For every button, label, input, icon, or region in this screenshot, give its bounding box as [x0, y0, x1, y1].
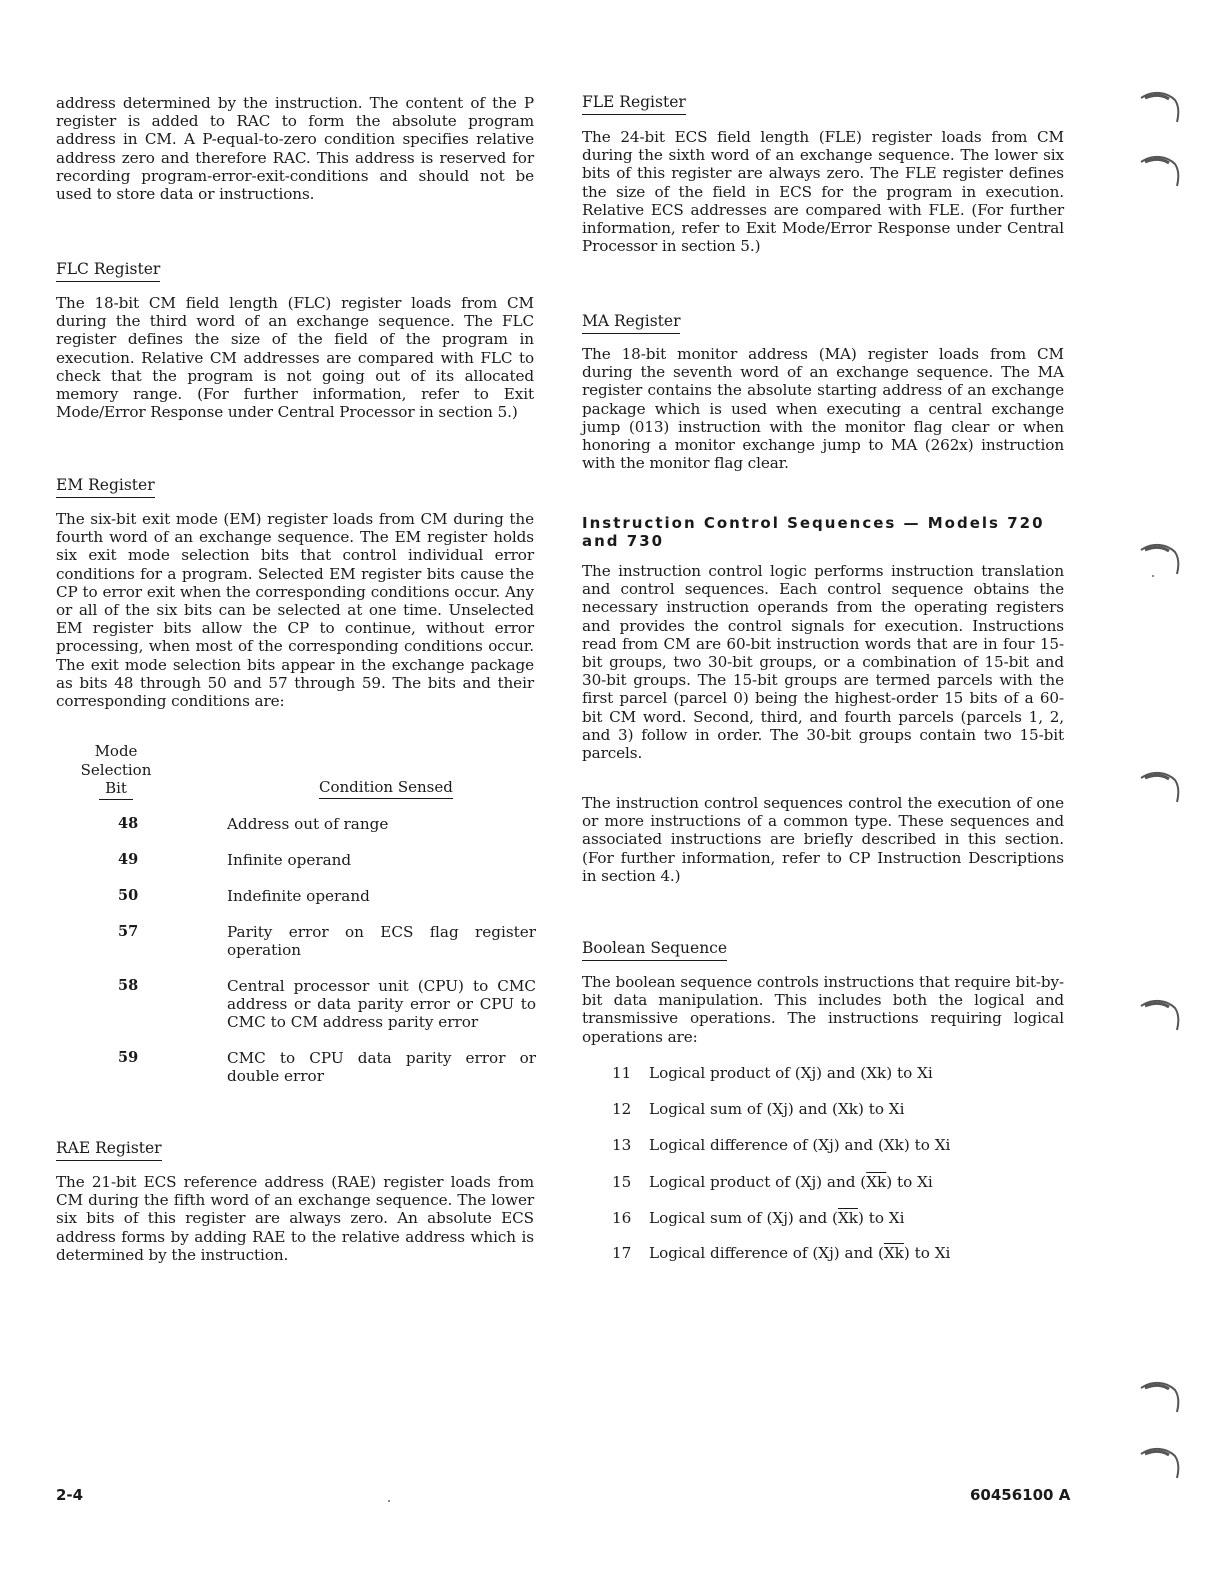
- condition-text: CMC to CPU data parity error or double error: [227, 1049, 536, 1086]
- mode-bit: 57: [118, 923, 139, 940]
- em-paragraph: The six-bit exit mode (EM) register loads from CM during the fourth word of an exchange sequence. The EM register holds six exit mode selection bits that control individual error conditions for a program. Selected EM register bits cause the CP to error exit when the corresponding conditions occur. Any or all of the six bits can be selected at one time. Unselected EM register bits allow the CP to continue, without error processing, when most of the corresponding conditions occur. The exit mode selection bits appear in the exchange package as bits 48 through 50 and 57 through 59. The bits and their corresponding conditions are:: [56, 510, 534, 711]
- intro-paragraph: address determined by the instruction. The content of the P register is added to RAC to form the absolute program address in CM. A P-equal-to-zero condition specifies relative address zero and therefore RAC. This address is reserved for recording program-error-exit-conditions and should not be used to store data or instructions.: [56, 94, 534, 204]
- binder-hole-mark: [1135, 1444, 1185, 1484]
- mode-selection-bit-header: Mode Selection Bit: [76, 742, 156, 800]
- mode-bit: 58: [118, 977, 139, 994]
- instruction-description: [649, 1136, 950, 1154]
- instruction-code: 16: [612, 1209, 632, 1227]
- boolean-heading: Boolean Sequence: [582, 938, 1064, 961]
- condition-sensed-header: Condition Sensed: [319, 778, 453, 799]
- document-number: 60456100 A: [970, 1486, 1071, 1504]
- binder-hole-mark: [1135, 540, 1185, 580]
- rae-paragraph: The 21-bit ECS reference address (RAE) register loads from CM during the fifth word of an exchange sequence. The lower six bits of this register are always zero. An absolute ECS address forms by adding RAE to the relative address which is determined by the instruction.: [56, 1173, 534, 1264]
- binder-hole-mark: [1135, 768, 1185, 808]
- binder-hole-mark: [1135, 1378, 1185, 1418]
- boolean-paragraph: The boolean sequence controls instructions that require bit-by-bit data manipulation. This includes both the logical and transmissive operations. The instructions requiring logical operations are:: [582, 973, 1064, 1046]
- condition-text: Infinite operand: [227, 851, 352, 869]
- mode-bit: 59: [118, 1049, 139, 1066]
- flc-paragraph: The 18-bit CM field length (FLC) register loads from CM during the third word of an exchange sequence. The FLC register defines the size of the field of the program in execution. Relative CM addresses are compared with FLC to check that the program is not going out of its allocated memory range. (For further information, refer to Exit Mode/Error Response under Central Processor in section 5.): [56, 294, 534, 422]
- instruction-description: [649, 1100, 904, 1118]
- ics-paragraph-1: The instruction control logic performs instruction translation and control sequences. Each control sequence obtains the necessary instruction operands from the operating registers and provides the control signals for execution. Instructions read from CM are 60-bit instruction words that are in four 15-bit groups, two 30-bit groups, or a combination of 15-bit and 30-bit groups. The 15-bit groups are termed parcels with the first parcel (parcel 0) being the highest-order 15 bits of a 60-bit CM word. Second, third, and fourth parcels (parcels 1, 2, and 3) follow in order. The 30-bit groups contain two 15-bit parcels.: [582, 562, 1064, 763]
- instruction-description: [649, 1173, 933, 1191]
- binder-hole-mark: [1135, 996, 1185, 1036]
- instruction-code: 11: [612, 1064, 632, 1082]
- complement-operand: $\overline{Xk}$: [837, 1209, 858, 1227]
- binder-hole-mark: [1135, 152, 1185, 192]
- mode-bit: 50: [118, 887, 139, 904]
- instruction-code: 15: [612, 1173, 632, 1191]
- rae-heading: RAE Register: [56, 1138, 534, 1161]
- fle-heading: FLE Register: [582, 92, 1064, 115]
- mode-bit: 48: [118, 815, 139, 832]
- flc-heading: FLC Register: [56, 259, 534, 282]
- instruction-text: ) to Xi: [886, 1173, 933, 1191]
- complement-operand: $\overline{Xk}$: [883, 1244, 904, 1262]
- instruction-text: ) to Xi: [857, 1209, 905, 1227]
- complement-operand: $\overline{Xk}$: [866, 1173, 887, 1191]
- instruction-code: 17: [612, 1244, 632, 1262]
- condition-text: Address out of range: [227, 815, 389, 833]
- em-heading: EM Register: [56, 475, 534, 498]
- instruction-text: Logical sum of (Xj) and (: [649, 1209, 838, 1227]
- ma-heading: MA Register: [582, 311, 1064, 334]
- condition-text: Parity error on ECS flag register operation: [227, 923, 536, 960]
- instruction-code: 12: [612, 1100, 632, 1118]
- scan-speck: [388, 1500, 390, 1502]
- binder-hole-mark: [1135, 88, 1185, 128]
- condition-text: Central processor unit (CPU) to CMC address or data parity error or CPU to CMC to CM address parity error: [227, 977, 536, 1032]
- instruction-description: [649, 1244, 950, 1262]
- instruction-text: Logical difference of (Xj) and (: [649, 1244, 884, 1262]
- ics-heading: Instruction Control Sequences — Models 720 and 730: [582, 514, 1045, 550]
- instruction-description: [649, 1064, 933, 1082]
- ics-paragraph-2: The instruction control sequences control the execution of one or more instructions of a common type. These sequences and associated instructions are briefly described in this section. (For further information, refer to CP Instruction Descriptions in section 4.): [582, 794, 1064, 885]
- page-number: 2-4: [56, 1486, 84, 1504]
- instruction-text: Logical product of (Xj) and (Xk) to Xi: [649, 1064, 933, 1082]
- instruction-description: [649, 1209, 904, 1227]
- instruction-code: 13: [612, 1136, 632, 1154]
- instruction-text: Logical sum of (Xj) and (Xk) to Xi: [649, 1100, 905, 1118]
- instruction-text: ) to Xi: [903, 1244, 951, 1262]
- fle-paragraph: The 24-bit ECS field length (FLE) register loads from CM during the sixth word of an exchange sequence. The lower six bits of this register are always zero. The FLE register defines the size of the field in ECS for the program in execution. Relative ECS addresses are compared with FLE. (For further information, refer to Exit Mode/Error Response under Central Processor in section 5.): [582, 128, 1064, 256]
- ma-paragraph: The 18-bit monitor address (MA) register loads from CM during the seventh word of an exchange sequence. The MA register contains the absolute starting address of an exchange package which is used when executing a central exchange jump (013) instruction with the monitor flag clear or when honoring a monitor exchange jump to MA (262x) instruction with the monitor flag clear.: [582, 345, 1064, 473]
- instruction-text: Logical difference of (Xj) and (Xk) to Xi: [649, 1136, 951, 1154]
- scan-speck: [1152, 575, 1154, 577]
- instruction-text: Logical product of (Xj) and (: [649, 1173, 867, 1191]
- condition-text: Indefinite operand: [227, 887, 370, 905]
- mode-bit: 49: [118, 851, 139, 868]
